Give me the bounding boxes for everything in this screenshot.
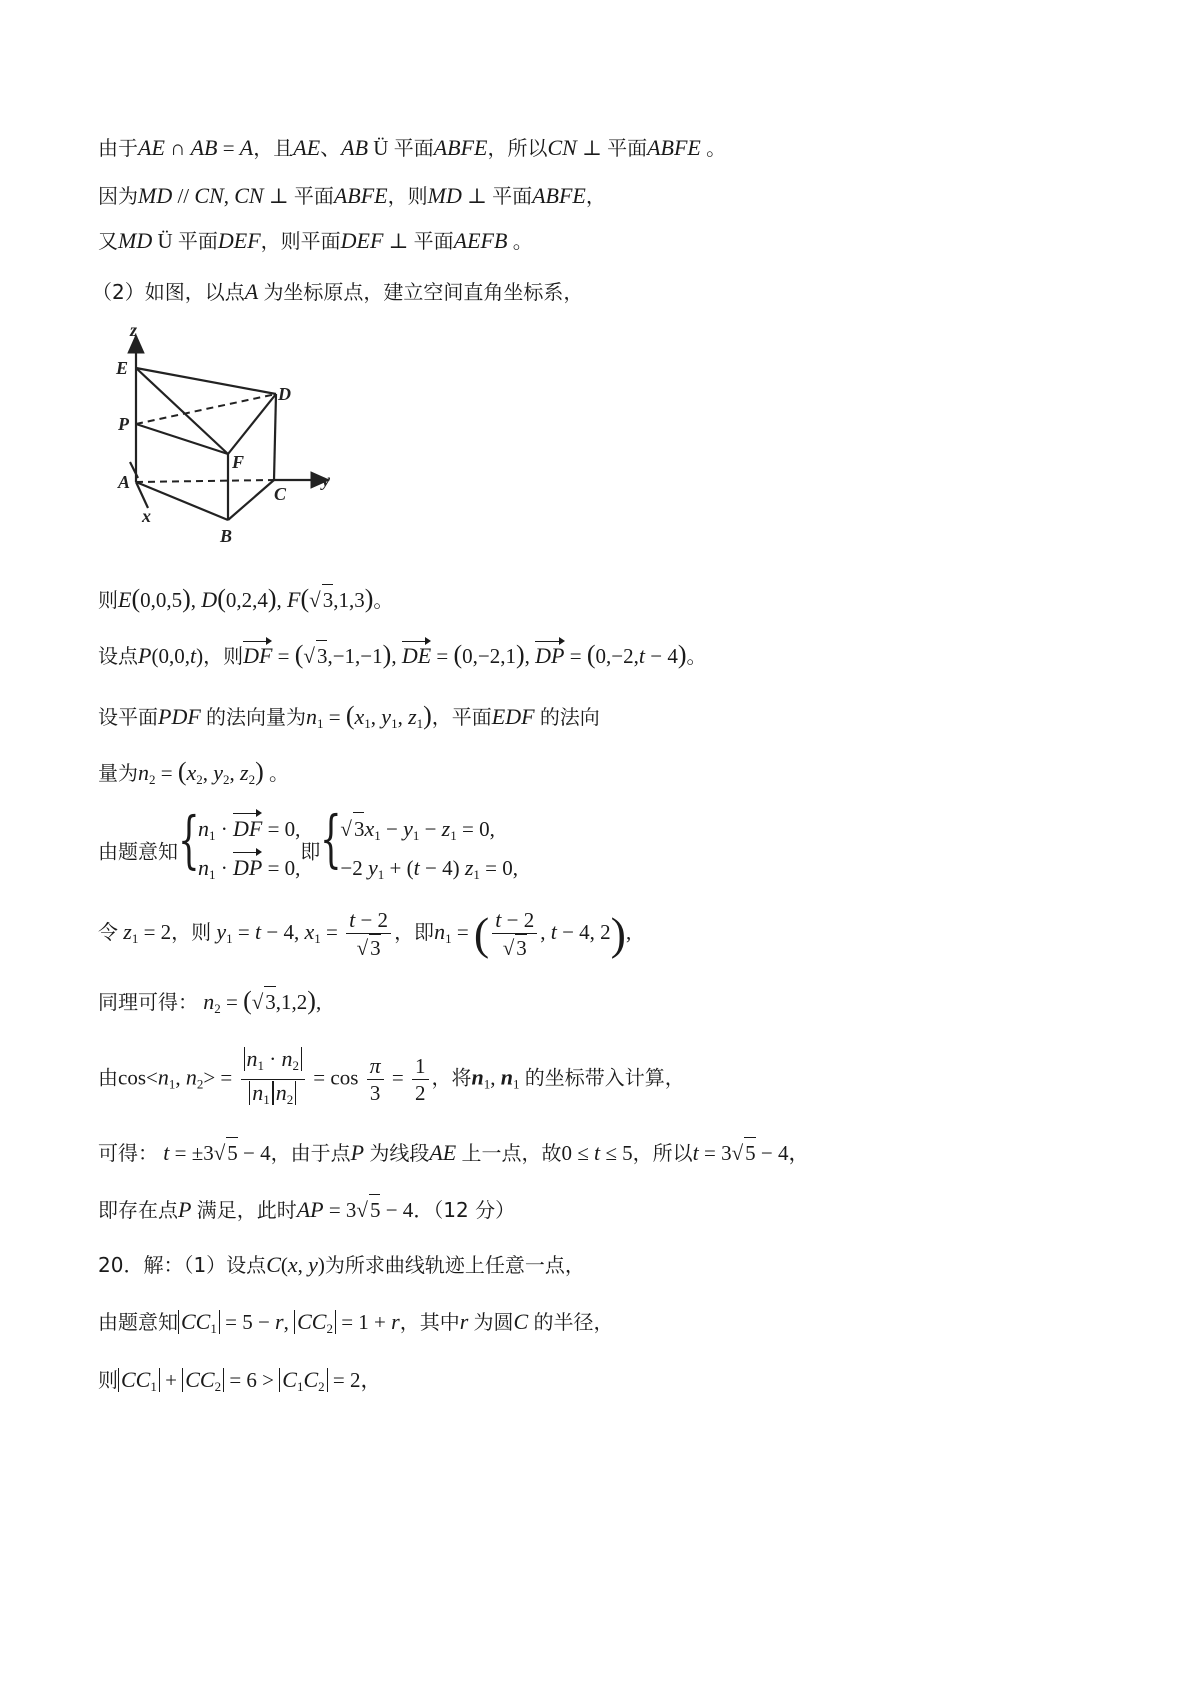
figure-label-f: F (232, 452, 245, 472)
text-line-3: 又MD Ü 平面DEF，则平面DEF ⊥ 平面AEFB 。 (98, 228, 533, 253)
figure-label-p: P (118, 414, 129, 434)
text-line-9: 由题意知 { $n_1$ · DF = 0, $n_1$ · DP = 0, 即 { $√3x_1 - y_1 - z_1 = 0$, −2 $y_1 + (t - 4) z_1 = 0$, (98, 802, 518, 882)
text-line-8: 量为$n_2 = (x_2$, $y_2$, $z_2$) 。 (98, 757, 290, 787)
text-line-1: 由于AE ∩ AB = A，且AE、AB Ü 平面ABFE，所以CN ⊥ 平面ABFE 。 (98, 135, 727, 160)
text-line-11: 同理可得： $n_2 = (√3,1,2)$, (98, 986, 322, 1016)
text-line-4: （2）如图，以点A 为坐标原点，建立空间直角坐标系， (92, 279, 584, 304)
text-line-17: 则 $CC_1 + CC_2 = 6 > C_1C_2 = 2$， (98, 1367, 382, 1394)
text-line-6: 设点P(0,0,t)，则DF = (√3,−1,−1), DE = (0,−2,1), DP = (0,−2,t − 4)。 (98, 640, 707, 669)
figure-label-d: D (278, 384, 291, 404)
text-line-16: 由题意知 $CC_1 = 5 - r$, $CC_2 = 1 + r$，其中r 为圆C 的半径， (98, 1309, 614, 1336)
text-line-13: 可得： t = ±3√5 − 4，由于点P 为线段AE 上一点，故0 ≤ t ≤ 5，所以t = 3√5 − 4， (98, 1137, 810, 1168)
text-line-7: 设平面PDF 的法向量为$n_1 = (x_1$, $y_1$, $z_1$)，平面EDF 的法向 (98, 701, 600, 731)
coordinate-figure (108, 322, 348, 562)
text-line-5: 则E(0,0,5), D(0,2,4), F(√3,1,3)。 (98, 584, 394, 613)
text-line-2: 因为MD // CN, CN ⊥ 平面ABFE，则MD ⊥ 平面ABFE， (98, 183, 606, 208)
figure-label-a: A (118, 472, 131, 492)
figure-label-y: y (322, 470, 330, 490)
figure-label-x: x (142, 506, 151, 526)
figure-label-e: E (116, 358, 129, 378)
figure-label-c: C (274, 484, 287, 504)
figure-label-z: z (130, 322, 138, 340)
figure-label-b: B (220, 526, 233, 546)
text-line-14: 即存在点P 满足，此时AP = 3√5 − 4．（12 分） (98, 1194, 515, 1225)
text-line-15: 20．解：（1）设点C(x, y)为所求曲线轨迹上任意一点， (98, 1252, 585, 1277)
text-line-12: 由$\cos<n_1$, $n_2>$ = $\frac{n_1 \cdot n_2}{n_1 n_2}$ = cos $\frac{\pi}{3}$ = $\frac{1}{2}$ ，将$n_1$, $n_1$ 的坐标带入计算， (98, 1046, 685, 1107)
text-line-10: 令 $z_1 = 2$，则 $y_1 = t - 4$, $x_1$ = $\frac{t - 2}{√3}$ ，即$n_1$ = ( $\frac{t - 2}{√3}$ , t − 4, 2), (98, 907, 632, 961)
